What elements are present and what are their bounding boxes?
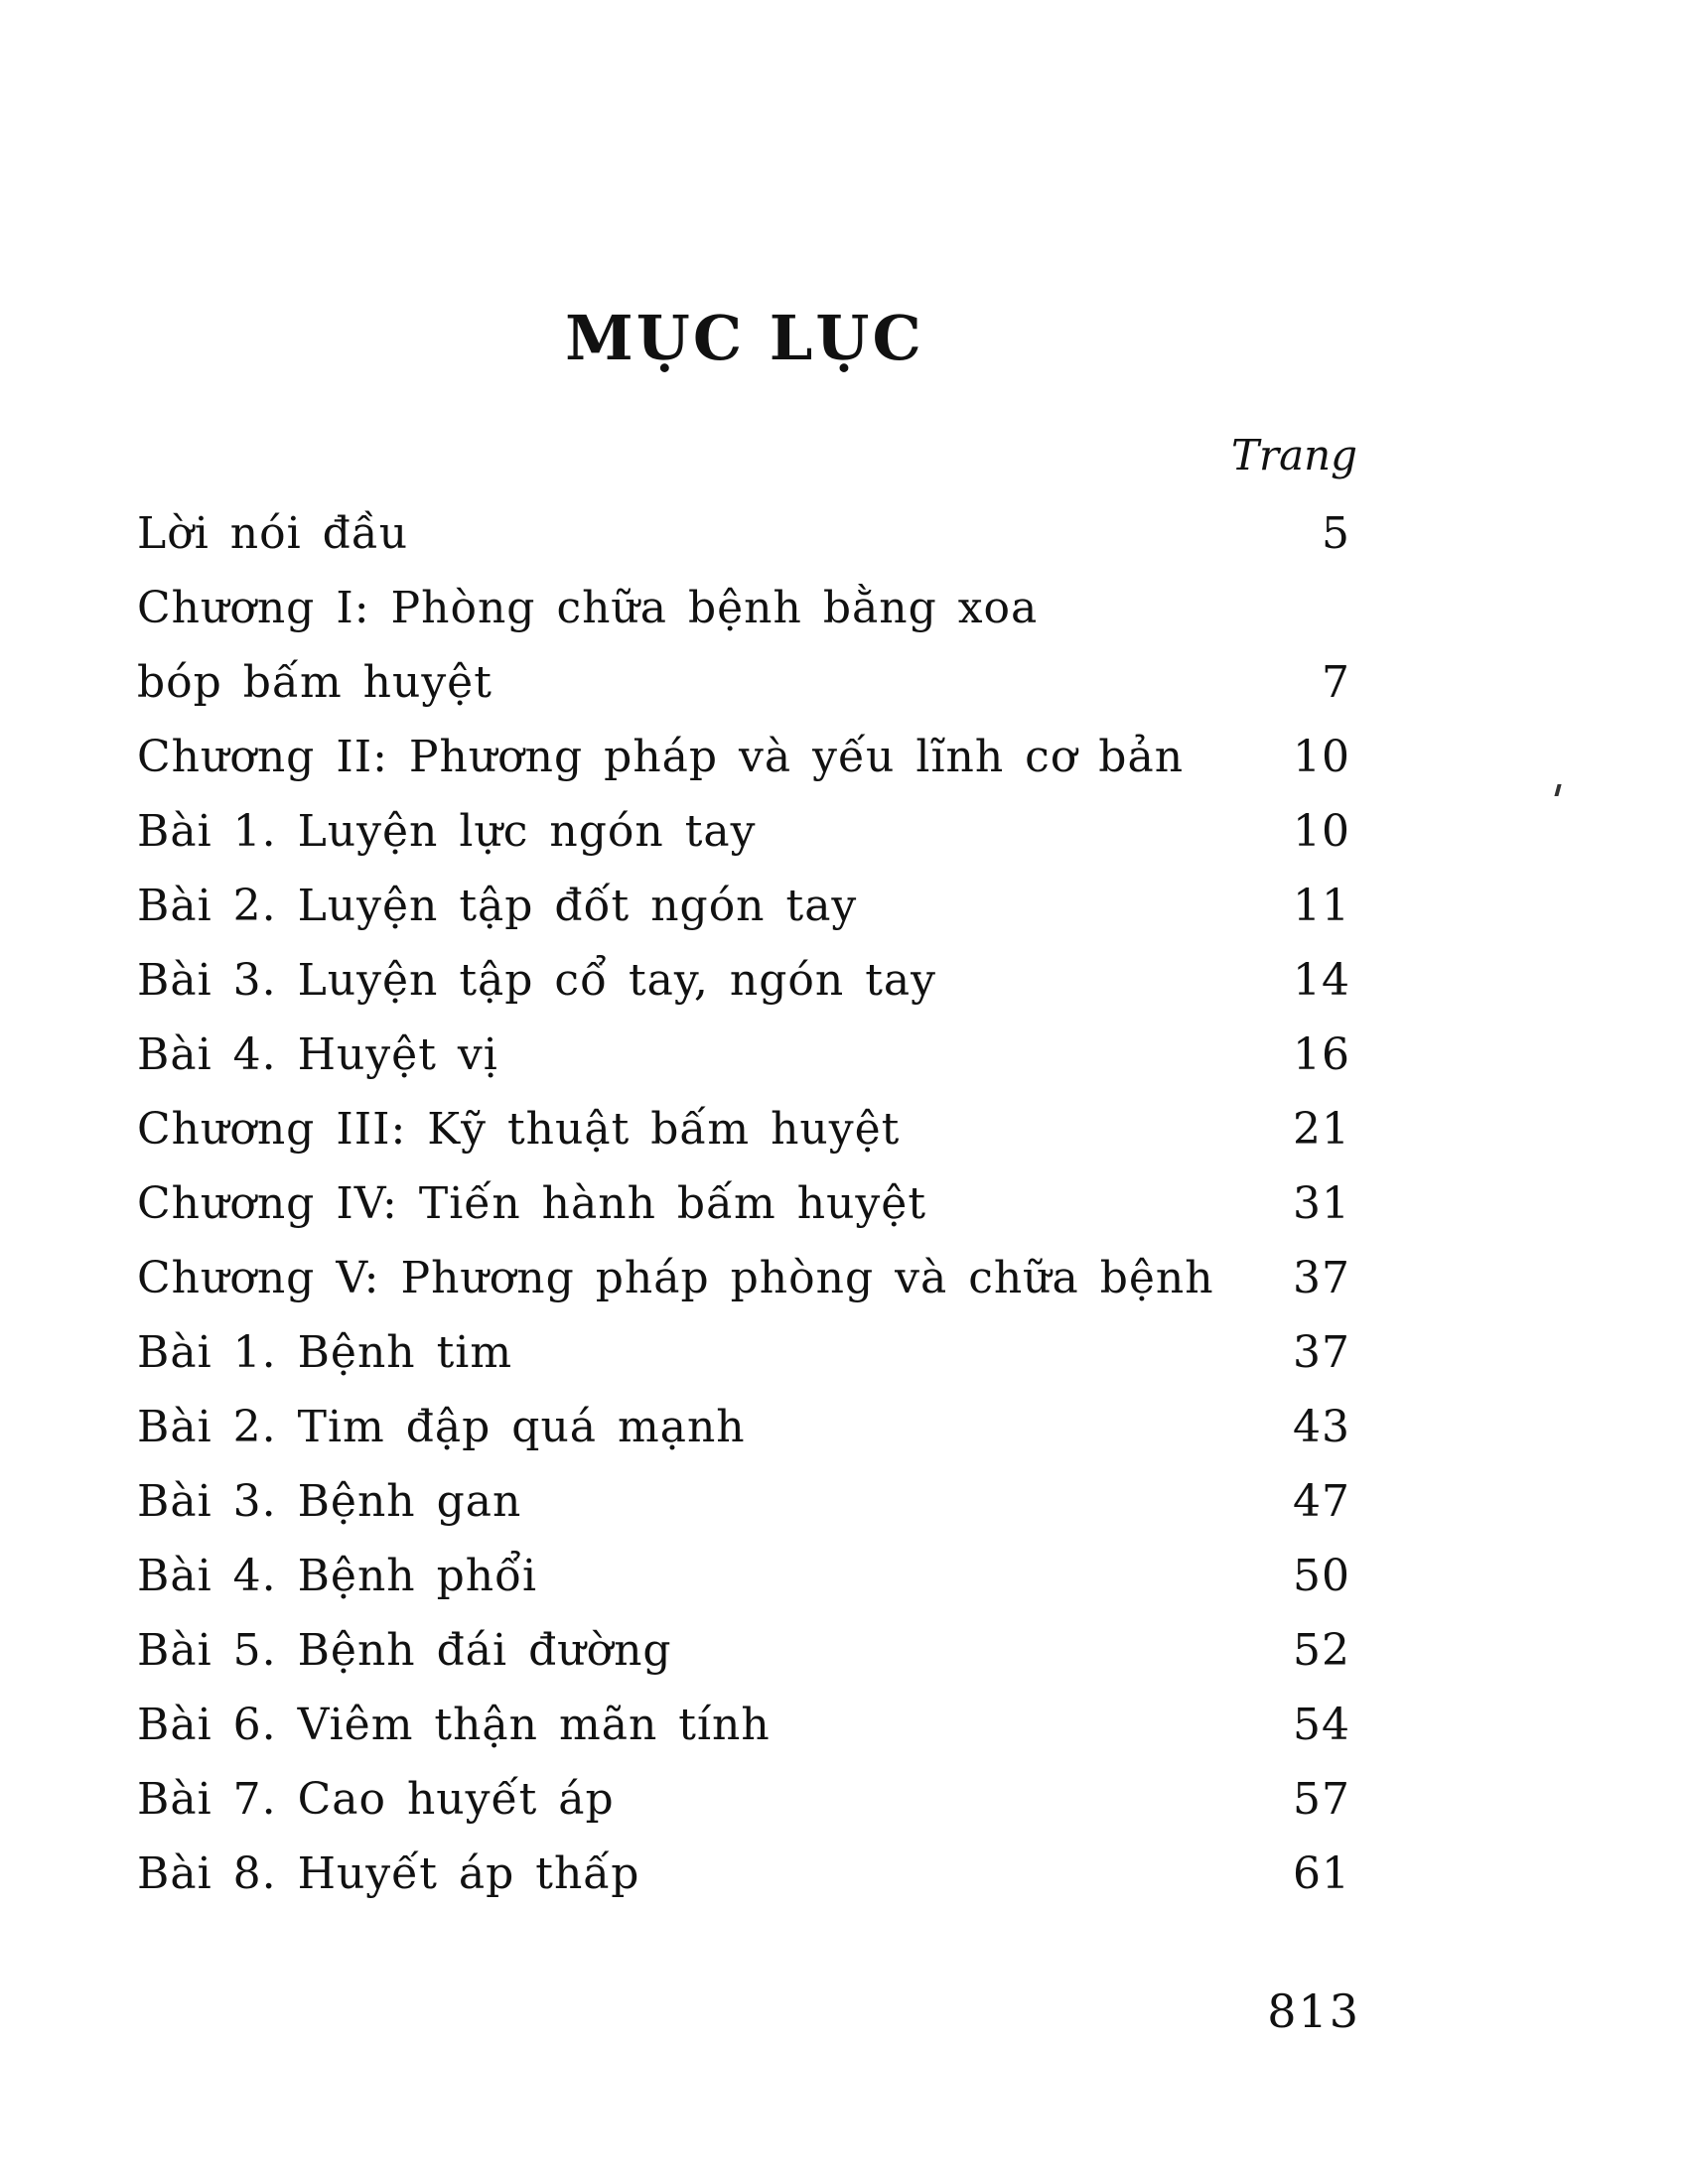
toc-entry — [137, 571, 1350, 645]
toc-entry-page: 31 — [1293, 1178, 1350, 1229]
toc-entry-page: 10 — [1293, 732, 1350, 782]
toc-entry-title: Bài 2. Tim đập quá mạnh — [137, 1402, 746, 1452]
toc-entry-page: 7 — [1322, 657, 1350, 708]
toc-entry-title: Bài 6. Viêm thận mãn tính — [137, 1700, 771, 1750]
toc-entry — [137, 645, 1350, 720]
toc-entry-page: 5 — [1322, 508, 1350, 559]
toc-entry — [137, 496, 1350, 571]
toc-entry — [137, 1613, 1350, 1688]
toc-entry-title: Bài 1. Luyện lực ngón tay — [137, 806, 757, 857]
toc-entry-title: Chương V: Phương pháp phòng và chữa bệnh — [137, 1253, 1214, 1303]
page-title: MỤC LỤC — [565, 301, 924, 374]
toc-entry-title: Lời nói đầu — [137, 508, 409, 559]
toc-entry-title: Chương I: Phòng chữa bệnh bằng xoa — [137, 583, 1039, 633]
table-of-contents — [137, 496, 1350, 1911]
toc-entry-title: Bài 7. Cao huyết áp — [137, 1774, 615, 1825]
toc-entry-title: Bài 1. Bệnh tim — [137, 1327, 513, 1378]
toc-entry-page: 47 — [1293, 1476, 1350, 1527]
toc-entry-page: 54 — [1293, 1700, 1350, 1750]
toc-entry — [137, 869, 1350, 943]
toc-entry-page: 37 — [1293, 1253, 1350, 1303]
toc-entry — [137, 1688, 1350, 1762]
toc-entry-title: bóp bấm huyệt — [137, 657, 492, 708]
toc-entry — [137, 943, 1350, 1018]
toc-entry — [137, 1390, 1350, 1464]
toc-entry — [137, 794, 1350, 869]
page-column-header: Trang — [1231, 431, 1358, 479]
toc-entry-page: 50 — [1293, 1551, 1350, 1601]
scan-speck — [1554, 784, 1561, 796]
toc-entry-page: 37 — [1293, 1327, 1350, 1378]
toc-entry-page: 21 — [1293, 1104, 1350, 1155]
toc-entry-title: Bài 5. Bệnh đái đường — [137, 1625, 672, 1676]
toc-entry — [137, 1166, 1350, 1241]
toc-entry-page: 61 — [1293, 1848, 1350, 1899]
toc-entry-title: Bài 3. Luyện tập cổ tay, ngón tay — [137, 955, 936, 1006]
toc-entry — [137, 1315, 1350, 1390]
toc-entry-page: 16 — [1293, 1029, 1350, 1080]
toc-entry — [137, 1241, 1350, 1315]
toc-entry-title: Bài 8. Huyết áp thấp — [137, 1848, 640, 1899]
toc-entry — [137, 1837, 1350, 1911]
toc-entry — [137, 1018, 1350, 1092]
toc-entry-title: Chương II: Phương pháp và yếu lĩnh cơ bản — [137, 732, 1185, 782]
toc-entry — [137, 1464, 1350, 1539]
toc-entry-page: 43 — [1293, 1402, 1350, 1452]
toc-entry-title: Bài 3. Bệnh gan — [137, 1476, 522, 1527]
toc-entry — [137, 1539, 1350, 1613]
toc-entry-title: Chương III: Kỹ thuật bấm huyệt — [137, 1104, 901, 1155]
toc-entry — [137, 1762, 1350, 1837]
toc-entry-page: 11 — [1293, 881, 1350, 931]
toc-entry-page: 14 — [1293, 955, 1350, 1006]
toc-entry-title: Bài 4. Bệnh phổi — [137, 1551, 538, 1601]
toc-entry-page: 52 — [1293, 1625, 1350, 1676]
toc-entry-page: 10 — [1293, 806, 1350, 857]
toc-entry-title: Bài 2. Luyện tập đốt ngón tay — [137, 881, 858, 931]
toc-entry — [137, 720, 1350, 794]
toc-entry-title: Chương IV: Tiến hành bấm huyệt — [137, 1178, 927, 1229]
toc-entry — [137, 1092, 1350, 1166]
page-number: 813 — [1267, 1984, 1360, 2038]
toc-entry-page: 57 — [1293, 1774, 1350, 1825]
toc-entry-title: Bài 4. Huyệt vị — [137, 1029, 498, 1080]
